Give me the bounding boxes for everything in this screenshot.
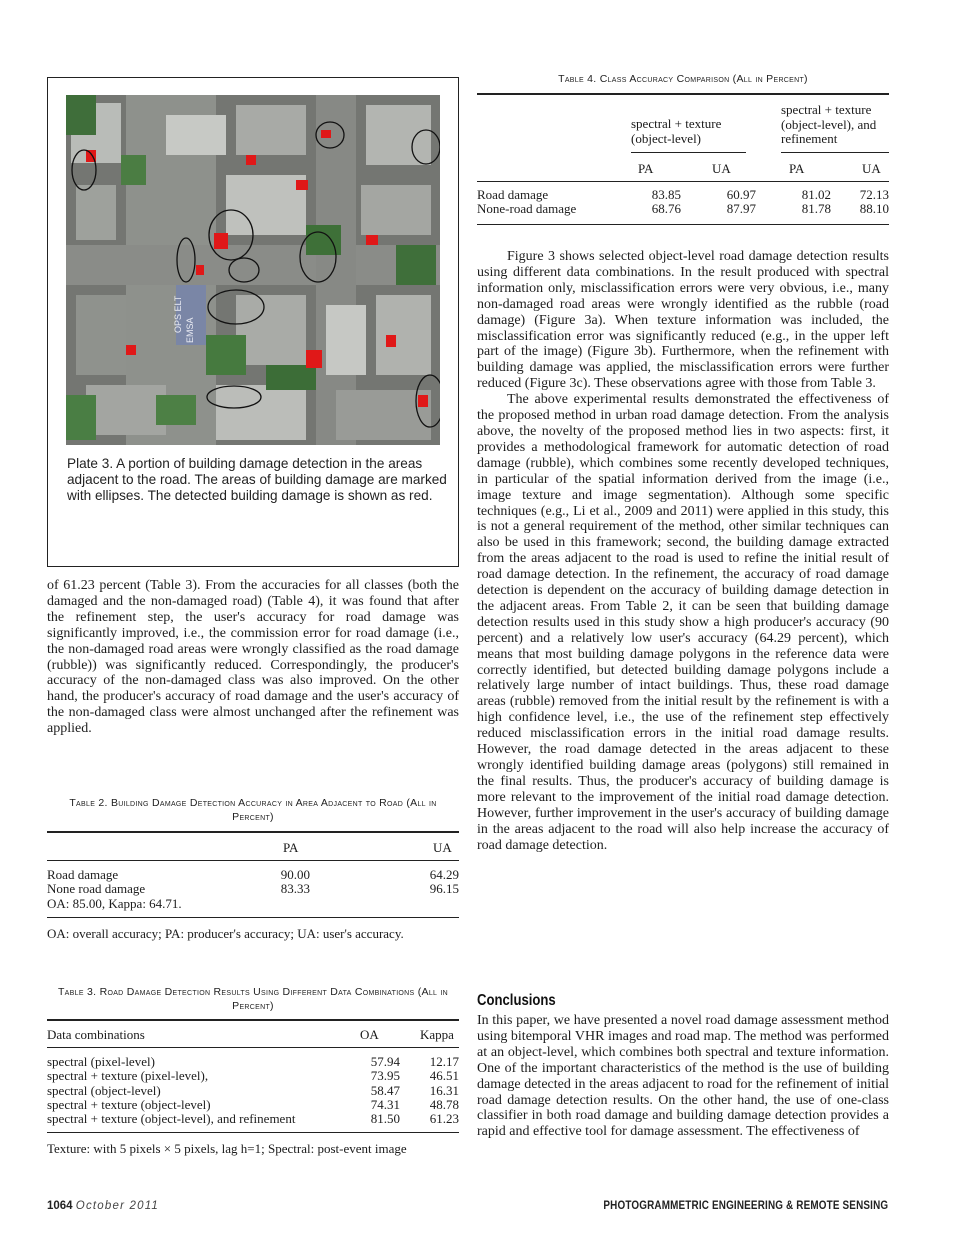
table2-top-rule [47,831,459,833]
table4-caption: Table 4. Class Accuracy Comparison (All in Percent) [558,73,808,85]
table-row [477,188,889,202]
row-label: spectral (pixel-level) [47,1054,155,1069]
table4-subheader: UA [862,161,881,176]
row-label: None road damage [47,881,146,897]
cell: 61.23 [429,1111,459,1127]
table-row [47,1112,459,1126]
row-label: None-road damage [477,201,577,217]
table4-group-rule-2 [781,152,889,153]
table-row [477,202,889,216]
table4-group-header-1: spectral + texture (object-level) [631,116,722,146]
table4-subheader: PA [638,161,654,176]
row-label: spectral + texture (object-level) [47,1096,211,1112]
table2-caption: Table 2. Building Damage Detection Accuracy in Area Adjacent to Road (All in Percent) [69,797,437,823]
table3-top-rule [47,1019,459,1021]
cell: 96.15 [429,881,459,897]
cell: 88.10 [859,201,889,217]
page-footer-left [47,1200,159,1212]
image-label: OPS ELT [173,295,183,333]
table4-header-rule [477,181,889,182]
table4-group-rule-1 [631,152,746,153]
section-heading: Conclusions [477,992,556,1009]
table3-header-rule [47,1047,459,1048]
table3-caption: Table 3. Road Damage Detection Results Using Different Data Combinations (All in Percent) [57,986,449,1012]
cell: 73.95 [370,1068,400,1084]
table2-bottom-rule [47,917,459,918]
cell: 83.33 [280,881,310,897]
table-row [47,882,459,896]
paragraph: The above experimental results demonstrated the effectiveness of the proposed method in urban road damage detection. From the analysis above, the novelty of the proposed method lies in two aspects: first, it provides a methodological framework for automatic detection of road damage (rubble), which combines some recently developed techniques, in particular of the spatial information derived from the image (i.e., image texture and image segmentation). Although some specific techniques (e.g., Li et al., 2009 and 2011) were applied in this study, this is not a general requirement of the method, other similar techniques can also be used in this framework; second, the building damage extracted from the areas adjacent to the road is used to refine the initial result of road damage detection. In the refinement, the accuracy of road damage detection is dependent on the accuracy of building damage detection in the adjacent areas. From Table 2, it can be seen that building damage detection results used in this study show a high producer's accuracy (90 percent) and a relatively low user's accuracy (64.29 percent), which means that most building damage polygons in the reference data were correctly identified, but detected building damage polygons include a relatively large number of intact buildings. Thus, these road damage areas (rubble) removed from the initial result by the refinement is with a high confidence level, i.e., the use of the refinement step effectively reduced misclassification errors in the initial road damage results. However, the road damage detected in the areas adjacent to these wrongly identified building damage areas (polygons) still remained in the final results. Thus, the producer's accuracy of building damage is more relevant to the improvement of the initial road damage detection. However, further improvement in the user's accuracy of building damage in the areas adjacent to the road will also help increase the accuracy of road damage detection. [477,392,889,853]
table-row [47,1069,459,1083]
table4-group-header-2: spectral + texture (object-level), and refinement [781,102,877,146]
satellite-image [66,95,440,445]
right-body-text [477,249,889,853]
plate-caption: Plate 3. A portion of building damage detection in the areas adjacent to the road. The areas of building damage are marked with ellipses. The detected building damage is shown as red. [67,456,447,503]
cell: 12.17 [429,1054,459,1069]
cell: 57.94 [370,1054,400,1069]
cell: 48.78 [429,1096,459,1112]
cell: 87.97 [726,201,756,217]
cell: 60.97 [726,187,756,202]
cell: 46.51 [429,1068,459,1084]
table4-subheader: UA [712,161,731,176]
table3-header: Data combinations [47,1027,145,1042]
cell: 58.47 [370,1082,400,1098]
cell: 81.50 [370,1111,400,1127]
cell: 81.78 [801,201,831,217]
cell: 64.29 [429,867,459,882]
table4-subheader: PA [789,161,805,176]
table2-body [47,868,459,911]
table-row [47,897,459,911]
cell: 74.31 [370,1096,400,1112]
table3-header: OA [360,1027,379,1042]
row-label: Road damage [477,187,549,202]
table3-bottom-rule [47,1132,459,1133]
cell: 90.00 [280,867,310,882]
table3-header: Kappa [420,1027,454,1042]
cell: 81.02 [801,187,831,202]
table3-body [47,1055,459,1126]
plate-image [66,95,440,445]
paragraph: Figure 3 shows selected object-level road damage detection results using different data combinations. In the result produced with spectral information only, misclassification errors were very obvious, i.e., many non-damaged road areas were wrongly identified as the rubble (road damage) (Figure 3a). When texture information was included, the misclassification error was significantly reduced (e.g., in the upper left part of the image) (Figure 3b). Furthermore, when the refinement with building damage was applied, the misclassification errors were further reduced (Figure 3c). These observations agree with those from Table 3. [477,249,889,392]
table2-header-rule [47,860,459,861]
row-label: Road damage [47,867,119,882]
table-row [47,1055,459,1069]
cell: 83.85 [651,187,681,202]
table4-body [477,188,889,217]
page-number: 1064 [47,1200,73,1212]
row-label: spectral + texture (pixel-level), [47,1068,209,1084]
table2-header: PA [283,840,299,855]
issue-date: October 2011 [75,1200,160,1212]
table-row [47,868,459,882]
table2-summary: OA: 85.00, Kappa: 64.71. [47,895,182,911]
journal-name: PHOTOGRAMMETRIC ENGINEERING & REMOTE SENSING [603,1200,888,1212]
paragraph: In this paper, we have presented a novel road damage assessment method using bitemporal VHR images and road map. The method was performed at an object-level, which combines both spectral and texture information. One of the important characteristics of the method is the use of building damage detected in the areas adjacent to road for the refinement of initial road damage detection results. On the other hand, the use of one-class classifier in both road damage and building damage detection provides a rapid and effective tool for damage assessment. The effectiveness of [477,1013,889,1140]
conclusions-text [477,1013,889,1140]
row-label: spectral (object-level) [47,1082,161,1098]
paragraph: of 61.23 percent (Table 3). From the accuracies for all classes (both the damaged and the non-damaged road) (Table 4), it was found that after the refinement step, the user's accuracy for road damage was significantly improved, i.e., the commission error for road damage (i.e., the non-damaged road areas were wrongly classified as the road damage (rubble)) was significantly reduced. Correspondingly, the producer's accuracy of the non-damaged class was also improved. On the other hand, the producer's accuracy of road damage and the user's accuracy of the non-damaged class were almost unchanged after the refinement was applied. [47,578,459,737]
left-body-text [47,578,459,737]
table-row [47,1098,459,1112]
image-label: EMSA [185,317,195,343]
table2-note: OA: overall accuracy; PA: producer's accuracy; UA: user's accuracy. [47,926,404,941]
row-label: spectral + texture (object-level), and refinement [47,1111,296,1127]
cell: 72.13 [859,187,889,202]
table-row [47,1084,459,1098]
table2-header: UA [433,840,452,855]
cell: 16.31 [429,1082,459,1098]
table3-note: Texture: with 5 pixels × 5 pixels, lag h=1; Spectral: post-event image [47,1141,407,1156]
cell: 68.76 [651,201,681,217]
table4-bottom-rule [477,224,889,225]
table4-top-rule [477,93,889,95]
